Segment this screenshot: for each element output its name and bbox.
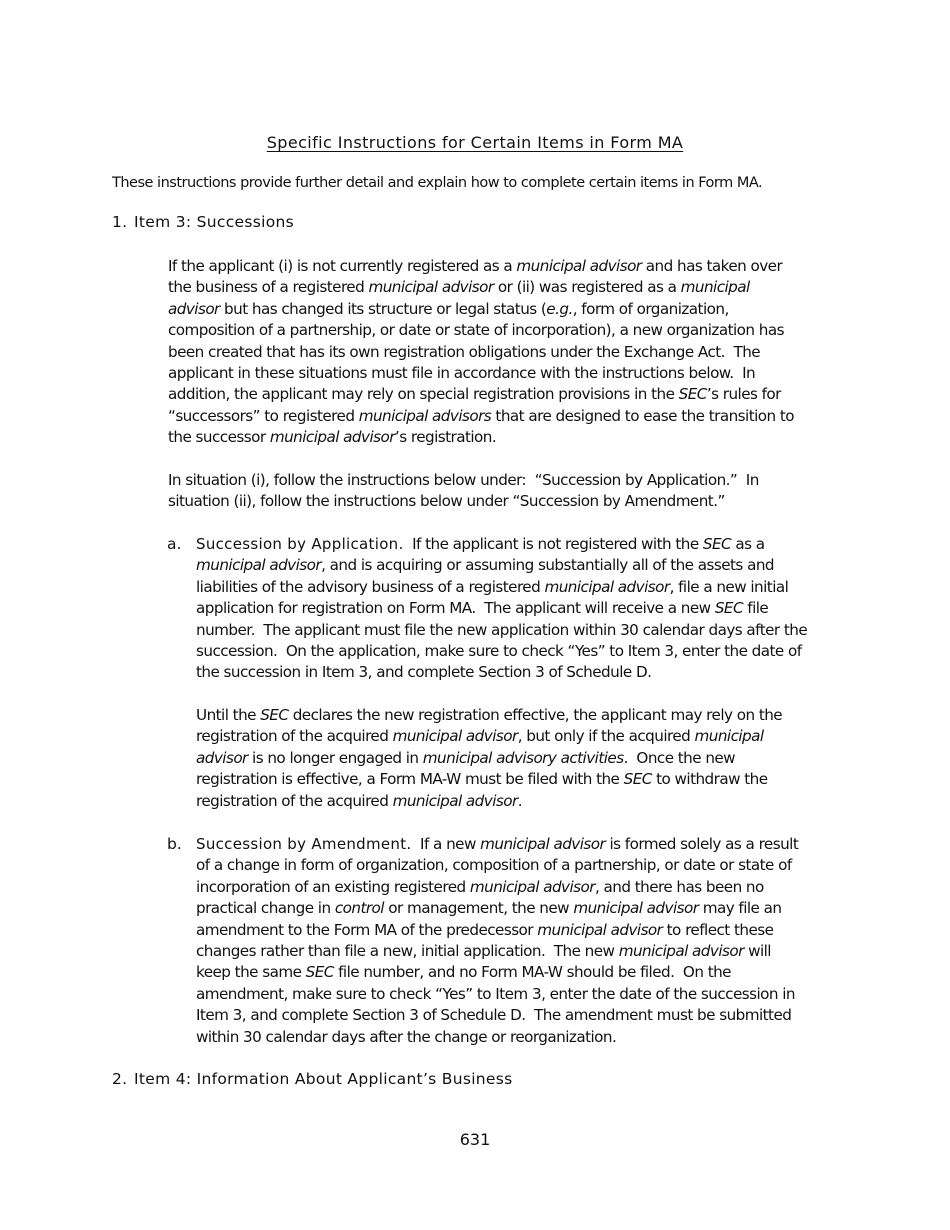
succession-by-amendment-label: Succession by Amendment. <box>196 835 412 853</box>
succession-by-application-label: Succession by Application. <box>196 535 404 553</box>
succession-by-amendment-paragraph: Succession by Amendment. If a new municipal advisor is formed solely as a result of a change in form of organization, composition of a partnership, or date or state of incorporation of an existing registered municipal advisor, and there has been no practical change in control or management, the new municipal advisor may file an amendment to the Form MA of the predecessor municipal advisor to reflect these changes rather than file a new, initial application. The new municipal advisor will keep the same SEC file number, and no Form MA-W should be filed. On the amendment, make sure to check “Yes” to Item 3, enter the date of the succession in Item 3, and complete Section 3 of Schedule D. The amendment must be submitted within 30 calendar days after the change or reorganization. <box>196 835 799 1046</box>
page-number: 631 <box>459 1130 491 1149</box>
successions-paragraph-2: In situation (i), follow the instructions below under: “Succession by Application.” In situation (ii), follow the instructions below under “Succession by Amendment.” <box>168 471 759 511</box>
item-1-heading: 1. Item 3: Successions <box>112 213 295 231</box>
succession-by-application-paragraph-2: Until the SEC declares the new registration effective, the applicant may rely on the registration of the acquired municipal advisor, but only if the acquired municipal advisor is no longer engaged in municipal advisory activities. Once the new registration is effective, a Form MA-W must be filed with the SEC to withdraw the registration of the acquired municipal advisor. <box>196 706 783 810</box>
sub-item-b-letter: b. <box>167 835 182 853</box>
intro-paragraph: These instructions provide further detail and explain how to complete certain items in Form MA. <box>112 175 763 191</box>
page-title: Specific Instructions for Certain Items in Form MA <box>266 133 684 152</box>
successions-paragraph-1: If the applicant (i) is not currently registered as a municipal advisor and has taken over the business of a registered municipal advisor or (ii) was registered as a municipal advisor but has changed its structure or legal status (e.g., form of organization, composition of a partnership, or date or state of incorporation), a new organization has been created that has its own registration obligations under the Exchange Act. The applicant in these situations must file in accordance with the instructions below. In addition, the applicant may rely on special registration provisions in the SEC’s rules for “successors” to registered municipal advisors that are designed to ease the transition to the successor municipal advisor’s registration. <box>168 257 795 447</box>
sub-item-a-letter: a. <box>167 535 182 553</box>
item-2-heading: 2. Item 4: Information About Applicant’s Business <box>112 1070 513 1088</box>
succession-by-application-paragraph: Succession by Application. If the applicant is not registered with the SEC as a municipal advisor, and is acquiring or assuming substantially all of the assets and liabilities of the advisory business of a registered municipal advisor, file a new initial application for registration on Form MA. The applicant will receive a new SEC file number. The applicant must file the new application within 30 calendar days after the succession. On the application, make sure to check “Yes” to Item 3, enter the date of the succession in Item 3, and complete Section 3 of Schedule D. <box>196 535 808 682</box>
